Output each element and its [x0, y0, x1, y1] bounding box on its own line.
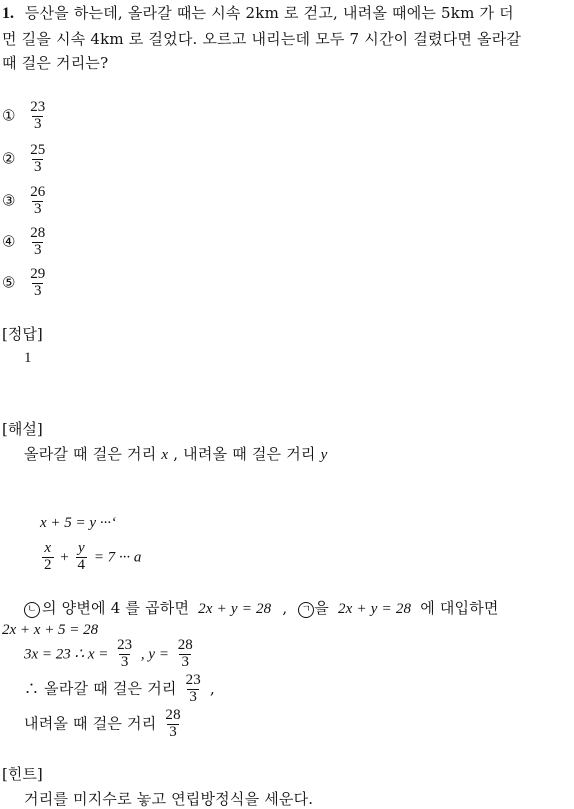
step-math-1: 2x + y = 28 [198, 601, 272, 617]
fraction-numerator: 23 [117, 637, 133, 653]
step-text-2: 을 [314, 599, 329, 617]
answer-label: [정답] [2, 325, 43, 343]
question-line-1 [2, 2, 514, 23]
conclusion-fraction-1 [184, 673, 203, 706]
solve-fraction-y [176, 638, 195, 671]
fraction-denominator: 3 [33, 241, 42, 258]
equation-1: x + 5 = y ···‘ [40, 515, 117, 531]
fraction-numerator: y [77, 540, 85, 556]
fraction-denominator: 4 [77, 556, 86, 573]
question-number: 1. [2, 5, 14, 22]
substitution-line: 2x + x + 5 = 28 [2, 622, 99, 638]
intro-text-b: , 내려올 때 걸은 거리 [173, 445, 316, 463]
solve-line [24, 638, 197, 671]
fraction-numerator: 25 [30, 142, 46, 158]
fraction-numerator: 28 [165, 707, 181, 723]
option-fraction [28, 143, 47, 176]
fraction-denominator: 3 [120, 653, 129, 670]
fraction-denominator: 3 [33, 115, 42, 132]
conclusion-text-2: 내려올 때 걸은 거리 [24, 714, 157, 733]
intro-var-x: x [161, 447, 169, 463]
question-text-1: 등산을 하는데, 올라갈 때는 시속 2km 로 걷고, 내려올 때에는 5km 가 더 [24, 4, 514, 22]
solve-text-a: 3x = 23 ∴ x = [24, 646, 109, 663]
option-mark: ① [2, 106, 16, 125]
explanation-intro [24, 443, 327, 464]
fraction-denominator: 3 [189, 688, 198, 705]
conclusion-fraction-2 [163, 708, 182, 741]
fraction-numerator: 26 [30, 184, 46, 200]
solve-text-b: , y = [140, 646, 169, 663]
step-math-2: 2x + y = 28 [337, 601, 412, 617]
explanation-step-line [24, 597, 499, 618]
fraction-denominator: 3 [181, 653, 189, 670]
conclusion-comma: , [209, 679, 215, 698]
intro-var-y: y [320, 447, 328, 463]
option-fraction [28, 185, 47, 218]
conclusion-text-1: ∴ 올라갈 때 걸은 거리 [24, 679, 177, 698]
fraction-denominator: 3 [33, 282, 42, 299]
circled-label: ㄴ [24, 602, 40, 618]
circled-label: ㄱ [298, 602, 314, 618]
option-fraction [28, 226, 47, 259]
option-5[interactable] [2, 267, 49, 300]
fraction-numerator: 29 [30, 266, 46, 282]
option-mark: ② [2, 149, 16, 168]
step-text-3: 에 대입하면 [420, 599, 499, 617]
fraction-denominator: 2 [44, 556, 52, 573]
solve-fraction-x [115, 638, 134, 671]
fraction-numerator: 28 [177, 637, 193, 653]
option-fraction [28, 267, 47, 300]
fraction-denominator: 3 [33, 200, 42, 217]
equation-2 [40, 541, 141, 574]
question-text-2: 먼 길을 시속 4km 로 걸었다. 오르고 내리는데 모두 7 시간이 걸렸다면 올라갈 [2, 30, 522, 48]
eq2-fraction-y [76, 541, 88, 574]
eq2-fraction-x [42, 541, 54, 574]
conclusion-line-2 [24, 708, 185, 741]
option-2[interactable] [2, 143, 49, 176]
hint-label: [힌트] [2, 765, 43, 783]
intro-text-a: 올라갈 때 걸은 거리 [24, 445, 157, 463]
answer-value: 1 [24, 350, 32, 366]
eq2-tail: = 7 ··· a [93, 549, 142, 566]
fraction-numerator: 23 [185, 672, 201, 688]
conclusion-line-1 [24, 673, 215, 706]
option-4[interactable] [2, 226, 49, 259]
explanation-label: [해설] [2, 420, 43, 438]
option-1[interactable] [2, 100, 49, 133]
fraction-denominator: 3 [33, 158, 42, 175]
fraction-denominator: 3 [169, 723, 177, 740]
option-fraction [28, 100, 47, 133]
hint-text: 거리를 미지수로 놓고 연립방정식을 세운다. [24, 790, 314, 808]
fraction-numerator: x [44, 540, 52, 556]
step-text-1: 의 양변에 4 를 곱하면 [42, 599, 190, 617]
fraction-numerator: 28 [30, 225, 46, 241]
option-mark: ④ [2, 232, 16, 251]
eq2-plus: + [60, 549, 69, 566]
step-comma: , [282, 599, 288, 617]
question-text-3: 때 걸은 거리는? [2, 54, 109, 72]
fraction-numerator: 23 [30, 99, 46, 115]
option-mark: ⑤ [2, 273, 16, 292]
option-mark: ③ [2, 191, 16, 210]
option-3[interactable] [2, 185, 49, 218]
